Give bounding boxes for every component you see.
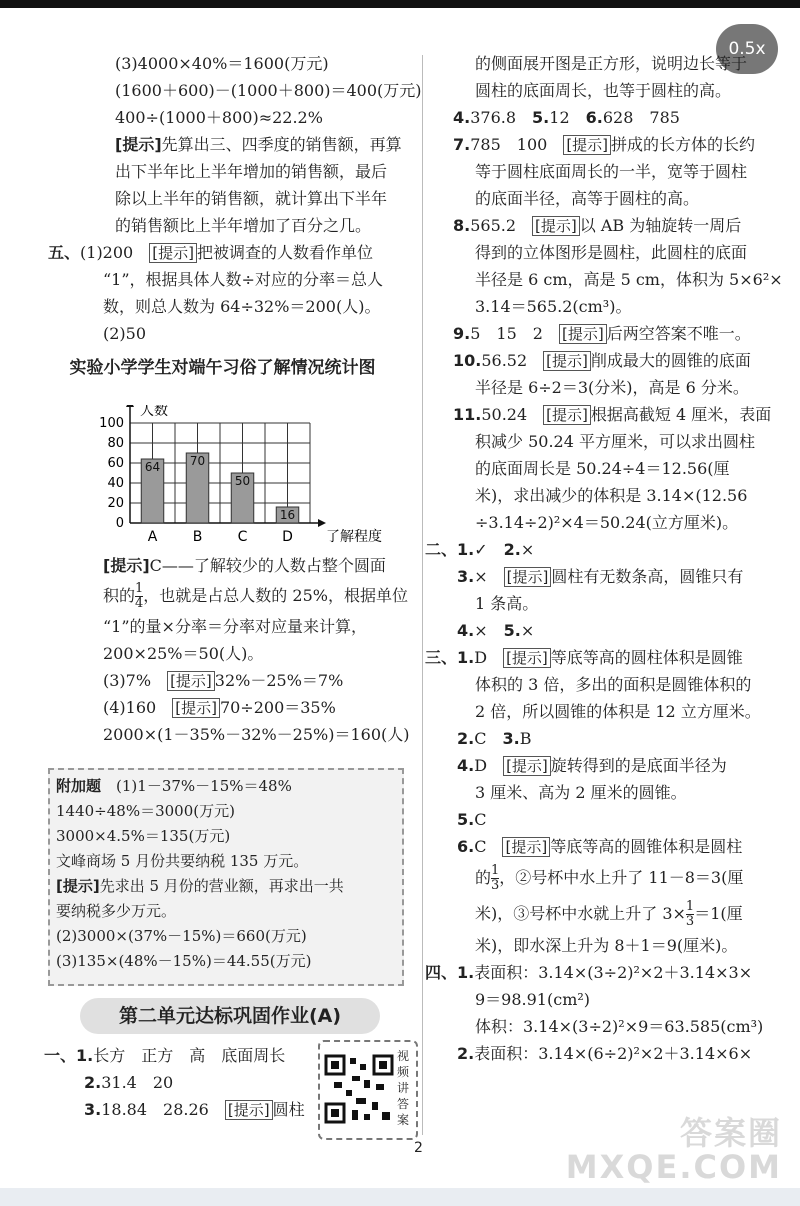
fraction <box>686 900 694 929</box>
line: ÷3.14÷2)²×4＝50.24(立方厘米)。 <box>475 513 739 532</box>
y-tick-label: 20 <box>107 496 124 511</box>
question-label: 4. <box>457 756 475 775</box>
line <box>425 536 797 563</box>
line <box>445 833 797 860</box>
hint-line <box>40 552 405 579</box>
bar-value-label: 64 <box>144 460 161 474</box>
hint-box: [提示] <box>504 567 552 587</box>
speed-badge[interactable]: 0.5x <box>716 24 778 74</box>
question-label: 4. <box>457 621 475 640</box>
y-axis-label: 人数 <box>140 405 168 419</box>
question-label: 3. <box>84 1100 102 1119</box>
line <box>40 667 405 694</box>
answer: × <box>474 621 488 640</box>
answer: × <box>520 621 535 640</box>
hint-text: 以 AB 为轴旋转一周后 <box>579 216 742 235</box>
hint-box: [提示] <box>563 135 611 155</box>
line: (2)3000×(37%－15%)＝660(万元) <box>56 927 307 945</box>
answer: 表面积：3.14×(6÷2)²×2＋3.14×6× <box>474 1044 753 1063</box>
line <box>445 320 797 347</box>
hint-box: [提示] <box>543 351 591 371</box>
answer: (1)200 <box>80 243 134 262</box>
question-label: 3. <box>502 729 520 748</box>
line <box>425 644 797 671</box>
qr-code[interactable] <box>318 1040 418 1140</box>
answer: 376.8 <box>470 108 517 127</box>
line: (3)135×(48%－15%)＝44.55(万元) <box>56 952 312 970</box>
line <box>445 725 797 752</box>
line: 3 厘米、高为 2 厘米的圆锥。 <box>475 783 687 802</box>
line: 米)，求出减少的体积是 3.14×(12.56 <box>475 486 748 505</box>
watermark <box>566 1116 782 1184</box>
question-label: 四、1. <box>425 963 475 982</box>
x-tick-label: A <box>147 529 158 545</box>
answer: D <box>474 756 488 775</box>
hint-box: [提示] <box>167 671 215 691</box>
extra-problem-box <box>48 768 404 986</box>
answer: C <box>474 810 487 829</box>
answer: (3)7% <box>103 671 152 690</box>
line: 体积的 3 倍，多出的面积是圆锥体积的 <box>475 675 752 694</box>
column-divider <box>422 55 423 1135</box>
answer: ✓ <box>474 540 488 559</box>
line <box>445 1040 797 1067</box>
question-label: 7. <box>453 135 471 154</box>
line: 2000×(1－35%－32%－25%)＝160(人) <box>103 725 410 744</box>
hint-text: 圆柱有无数条高，圆锥只有 <box>551 567 744 586</box>
line <box>445 212 797 239</box>
text: 米)，③号杯中水就上升了 3× <box>475 904 686 923</box>
answer: 565.2 <box>470 216 517 235</box>
line <box>445 401 797 428</box>
question-label: 一、1. <box>44 1046 94 1065</box>
question-label: 2. <box>84 1073 102 1092</box>
hint-text: C——了解较少的人数占整个圆面 <box>149 556 386 575</box>
question-label: 5. <box>457 810 475 829</box>
line <box>445 617 797 644</box>
text: ，也就是占总人数的 25%，根据单位 <box>143 586 408 605</box>
section-label: 五、 <box>48 243 81 262</box>
hint-label: [提示] <box>56 877 100 895</box>
y-tick-label: 80 <box>107 436 124 451</box>
line <box>445 563 797 590</box>
line: “1”，根据具体人数÷对应的分率＝总人 <box>103 270 383 289</box>
line: 等于圆柱底面周长的一半，宽等于圆柱 <box>475 162 748 181</box>
text: 先求出 5 月份的营业额，再求出一共 <box>99 877 344 895</box>
denominator: 4 <box>135 596 144 611</box>
question-label: 3. <box>457 567 475 586</box>
hint-text: 等底等高的圆柱体积是圆锥 <box>550 648 743 667</box>
answer: C <box>474 837 487 856</box>
numerator: 1 <box>135 581 144 596</box>
x-axis-arrow <box>318 519 326 527</box>
answer: 56.52 <box>481 351 528 370</box>
hint-box: [提示] <box>503 648 551 668</box>
answer: D <box>474 648 488 667</box>
text: 的 <box>475 868 492 887</box>
hint-text: 拼成的长方体的长约 <box>611 135 756 154</box>
numerator: 1 <box>491 863 500 878</box>
line: 1 条高。 <box>475 594 539 613</box>
y-tick-label: 40 <box>107 476 124 491</box>
line <box>425 959 797 986</box>
hint-label: [提示] <box>115 135 162 154</box>
answer: × <box>474 567 488 586</box>
line: 出下半年比上半年增加的销售额，最后 <box>115 162 388 181</box>
answer: 785 100 <box>470 135 548 154</box>
bar-value-label: 50 <box>234 474 251 488</box>
text: 圆柱 <box>272 1100 305 1119</box>
bar-chart-svg <box>40 405 410 545</box>
line: 的销售额比上半年增加了百分之几。 <box>115 216 372 235</box>
watermark-line: MXQE.COM <box>565 1148 782 1186</box>
line <box>40 579 408 613</box>
question-label: 11. <box>453 405 482 424</box>
text: ，②号杯中水上升了 11－8＝3(厘 <box>499 868 744 887</box>
line: 文峰商场 5 月份共要纳税 135 万元。 <box>56 852 309 870</box>
question-label: 9. <box>453 324 471 343</box>
answer: 长方 正方 高 底面周长 <box>93 1046 286 1065</box>
hint-text: 32%－25%＝7% <box>214 671 344 690</box>
qr-side-text: 视频讲答案 <box>397 1049 410 1127</box>
line: “1”的量×分率＝分率对应量来计算， <box>103 617 367 636</box>
hint-text: 70÷200＝35% <box>219 698 336 717</box>
line <box>56 874 396 899</box>
top-bar <box>0 0 800 8</box>
numerator: 1 <box>685 899 695 914</box>
line <box>445 806 797 833</box>
y-tick-label: 100 <box>99 416 124 431</box>
section-five-line <box>40 239 405 266</box>
line: 数，则总人数为 64÷32%＝200(人)。 <box>103 297 381 316</box>
hint-box: [提示] <box>172 698 220 718</box>
line <box>445 131 797 158</box>
line: (3)4000×40%＝1600(万元) <box>115 54 329 73</box>
hint-text: 根据高截短 4 厘米，表面 <box>590 405 772 424</box>
hint-box: [提示] <box>532 216 580 236</box>
line: 除以上半年的销售额，就计算出下半年 <box>115 189 388 208</box>
line: 3000×4.5%＝135(万元) <box>56 827 231 845</box>
hint-box: [提示] <box>543 405 591 425</box>
answer: C <box>474 729 487 748</box>
y-tick-label: 0 <box>115 516 124 531</box>
watermark-line: 答案圈 <box>679 1114 782 1152</box>
text: ＝1(厘 <box>694 904 743 923</box>
question-label: 4. <box>453 108 471 127</box>
line: 的底面半径，高等于圆柱的高。 <box>475 189 700 208</box>
unit-title: 第二单元达标巩固作业(A) <box>80 998 380 1034</box>
hint-box: [提示] <box>225 1100 273 1120</box>
y-axis-arrow <box>126 405 134 407</box>
right-column <box>425 50 797 1067</box>
line: (2)50 <box>103 324 147 343</box>
answer: B <box>519 729 532 748</box>
hint-box: [提示] <box>559 324 607 344</box>
line <box>445 347 797 374</box>
question-label: 2. <box>503 540 521 559</box>
answer: 5 15 2 <box>470 324 543 343</box>
y-tick-label: 60 <box>107 456 124 471</box>
answer: 50.24 <box>481 405 528 424</box>
line: 的底面周长是 50.24÷4＝12.56(厘 <box>475 459 730 478</box>
text: (1)1－37%－15%＝48% <box>116 777 292 795</box>
chart-title: 实验小学学生对端午习俗了解情况统计图 <box>69 358 376 378</box>
denominator: 3 <box>491 878 500 893</box>
bar-chart <box>40 405 410 545</box>
x-tick-label: C <box>237 529 248 545</box>
hint-text: 旋转得到的是底面半径为 <box>550 756 727 775</box>
question-label: 二、1. <box>425 540 475 559</box>
answer: 628 785 <box>602 108 680 127</box>
line: 圆柱的底面周长，也等于圆柱的高。 <box>475 81 732 100</box>
line: 400÷(1000＋800)≈22.2% <box>115 108 323 127</box>
x-axis-label: 了解程度 <box>326 529 382 545</box>
bar-value-label: 70 <box>189 454 206 468</box>
question-label: 5. <box>532 108 550 127</box>
answer: × <box>520 540 535 559</box>
line: 积减少 50.24 平方厘米，可以求出圆柱 <box>475 432 755 451</box>
line: 半径是 6 cm，高是 5 cm，体积为 5×6²× <box>475 270 783 289</box>
line: 体积：3.14×(3÷2)²×9＝63.585(cm³) <box>475 1017 764 1036</box>
bar-value-label: 16 <box>279 508 296 522</box>
line <box>56 774 396 799</box>
hint-box: [提示] <box>502 837 550 857</box>
line: 200×25%＝50(人)。 <box>103 644 264 663</box>
line: 9＝98.91(cm²) <box>475 990 591 1009</box>
line: 的侧面展开图是正方形，说明边长等于 <box>475 54 748 73</box>
line: 2 倍，所以圆锥的体积是 12 立方厘米。 <box>475 702 761 721</box>
question-label: 6. <box>585 108 603 127</box>
answer: (4)160 <box>103 698 157 717</box>
hint-box: [提示] <box>149 243 197 263</box>
line: (1600＋600)－(1000＋800)＝400(万元) <box>115 81 422 100</box>
question-label: 10. <box>453 351 482 370</box>
hint-line <box>40 131 405 158</box>
question-label: 2. <box>457 729 475 748</box>
hint-text: 把被调查的人数看作单位 <box>196 243 373 262</box>
extra-label: 附加题 <box>56 777 102 795</box>
qr-code-icon <box>324 1054 394 1124</box>
line: 3.14＝565.2(cm³)。 <box>475 297 632 316</box>
answer: 12 <box>549 108 570 127</box>
line: 半径是 6÷2＝3(分米)，高是 6 分米。 <box>475 378 749 397</box>
answer: 18.84 28.26 <box>101 1100 209 1119</box>
denominator: 3 <box>685 914 695 929</box>
line <box>40 694 405 721</box>
text: 积的 <box>103 586 136 605</box>
line: 米)，即水深上升为 8＋1＝9(厘米)。 <box>475 936 738 955</box>
hint-text: 后两空答案不唯一。 <box>606 324 751 343</box>
line <box>445 860 797 896</box>
hint-label: [提示] <box>103 556 150 575</box>
line: 要纳税多少万元。 <box>56 902 177 920</box>
answer: 31.4 20 <box>101 1073 174 1092</box>
hint-text: 等底等高的圆锥体积是圆柱 <box>550 837 743 856</box>
page-number: 2 <box>414 1140 423 1156</box>
line <box>445 896 797 932</box>
hint-box: [提示] <box>503 756 551 776</box>
answer: 表面积：3.14×(3÷2)²×2＋3.14×3× <box>474 963 753 982</box>
x-tick-label: B <box>192 529 203 545</box>
question-label: 5. <box>503 621 521 640</box>
line: 得到的立体图形是圆柱，此圆柱的底面 <box>475 243 748 262</box>
question-label: 三、1. <box>425 648 475 667</box>
question-label: 6. <box>457 837 475 856</box>
bottom-bar <box>0 1188 800 1206</box>
line <box>445 752 797 779</box>
line <box>445 104 797 131</box>
x-tick-label: D <box>282 529 293 545</box>
hint-text: 先算出三、四季度的销售额，再算 <box>161 135 402 154</box>
question-label: 2. <box>457 1044 475 1063</box>
hint-text: 削成最大的圆锥的底面 <box>590 351 751 370</box>
left-column <box>40 50 422 378</box>
line: 1440÷48%＝3000(万元) <box>56 802 235 820</box>
left-column-lower <box>40 552 410 748</box>
question-label: 8. <box>453 216 471 235</box>
